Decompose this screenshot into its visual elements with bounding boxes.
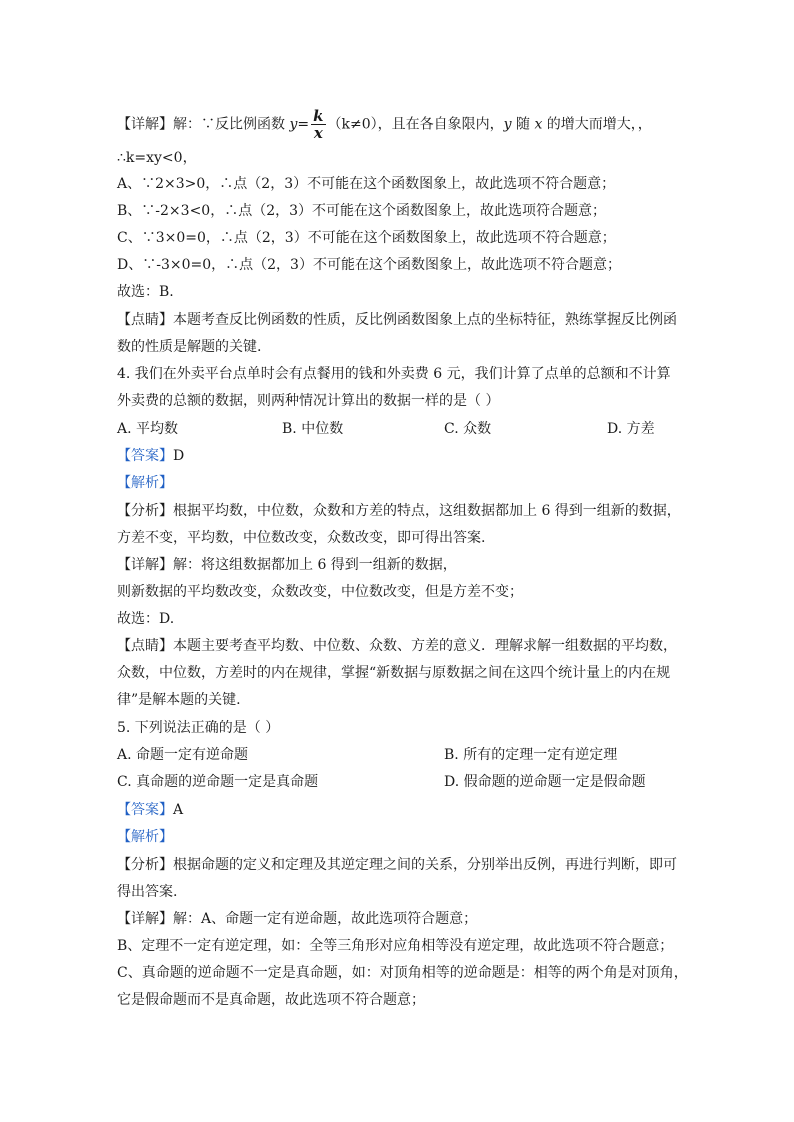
q3-line: B、∵-2×3<0，∴点（2，3）不可能在这个函数图象上，故此选项符合题意； <box>117 203 607 219</box>
q4-fenxi-line2: 方差不变，平均数，中位数改变，众数改变，即可得出答案. <box>117 530 486 546</box>
q3-choice: 故选：B. <box>117 284 174 300</box>
q5-analysis-tag: 【解析】 <box>117 829 173 845</box>
q5-answer: 【答案】A <box>117 802 184 818</box>
q4-stem-line2: 外卖费的总额的数据，则两种情况计算出的数据一样的是（ ） <box>117 393 500 409</box>
q5-option-a: A. 命题一定有逆命题 <box>117 747 249 763</box>
q4-fenxi-line1: 【分析】根据平均数，中位数，众数和方差的特点，这组数据都加上 6 得到一组新的数据， <box>117 503 681 519</box>
q4-option-a: A. 平均数 <box>117 421 179 437</box>
detail-tag: 【详解】 <box>117 116 173 133</box>
q5-option-c: C. 真命题的逆命题一定是真命题 <box>117 774 319 790</box>
q5-stem: 5. 下列说法正确的是（ ） <box>117 720 280 736</box>
q3-line: C、∵3×0=0，∴点（2，3）不可能在这个函数图象上，故此选项不符合题意； <box>117 230 616 246</box>
q5-detail-line1: 【详解】解：A、命题一定有逆命题，故此选项符合题意； <box>117 911 478 927</box>
q3-line: ∴k=xy<0， <box>117 150 197 166</box>
q4-detail-line2: 则新数据的平均数改变，众数改变，中位数改变，但是方差不变； <box>117 584 523 600</box>
q5-detail-line2: B、定理不一定有逆定理，如：全等三角形对应角相等没有逆定理，故此选项不符合题意； <box>117 938 674 954</box>
q4-comment-line3: 律”是解本题的关键. <box>117 692 241 708</box>
q3-comment-line2: 数的性质是解题的关键. <box>117 339 262 355</box>
q3-comment-line1: 【点睛】本题考查反比例函数的性质，反比例函数图象上点的坐标特征，熟练掌握反比例函 <box>117 312 677 328</box>
q4-answer: 【答案】D <box>117 448 185 464</box>
q4-detail-line1: 【详解】解：将这组数据都加上 6 得到一组新的数据， <box>117 557 457 573</box>
q5-fenxi-line2: 得出答案. <box>117 884 178 900</box>
q4-comment-line1: 【点睛】本题主要考查平均数、中位数、众数、方差的意义．理解求解一组数据的平均数， <box>117 638 677 654</box>
q5-option-b: B. 所有的定理一定有逆定理 <box>444 747 618 763</box>
q4-stem-line1: 4. 我们在外卖平台点单时会有点餐用的钱和外卖费 6 元，我们计算了点单的总额和不计算 <box>117 366 671 382</box>
q5-detail-line3: C、真命题的逆命题不一定是真命题，如：对顶角相等的逆命题是：相等的两个角是对顶角， <box>117 965 688 981</box>
q5-detail-line4: 它是假命题而不是真命题，故此选项不符合题意； <box>117 992 425 1008</box>
q4-comment-line2: 众数，中位数，方差时的内在规律，掌握“新数据与原数据之间在这四个统计量上的内在规 <box>117 665 671 681</box>
q4-option-c: C. 众数 <box>444 421 492 437</box>
fraction-k-over-x: $\frac{k}{x}$ <box>313 107 324 142</box>
q3-line: D、∵-3×0=0，∴点（2，3）不可能在这个函数图象上，故此选项不符合题意； <box>117 257 621 273</box>
q5-option-d: D. 假命题的逆命题一定是假命题 <box>444 774 646 790</box>
q4-choice: 故选：D. <box>117 611 175 627</box>
q4-option-b: B. 中位数 <box>282 421 344 437</box>
q3-line: A、∵2×3>0，∴点（2，3）不可能在这个函数图象上，故此选项不符合题意； <box>117 176 616 192</box>
q3-detail-line: 【详解】解：∵反比例函数 y= $\frac{k}{x}$ （k≠0），且在各自象限内，y 随 x 的增大而增大，， <box>117 107 652 142</box>
q4-option-d: D. 方差 <box>607 421 655 437</box>
q4-analysis-tag: 【解析】 <box>117 475 173 491</box>
q5-fenxi-line1: 【分析】根据命题的定义和定理及其逆定理之间的关系，分别举出反例，再进行判断，即可 <box>117 857 677 873</box>
